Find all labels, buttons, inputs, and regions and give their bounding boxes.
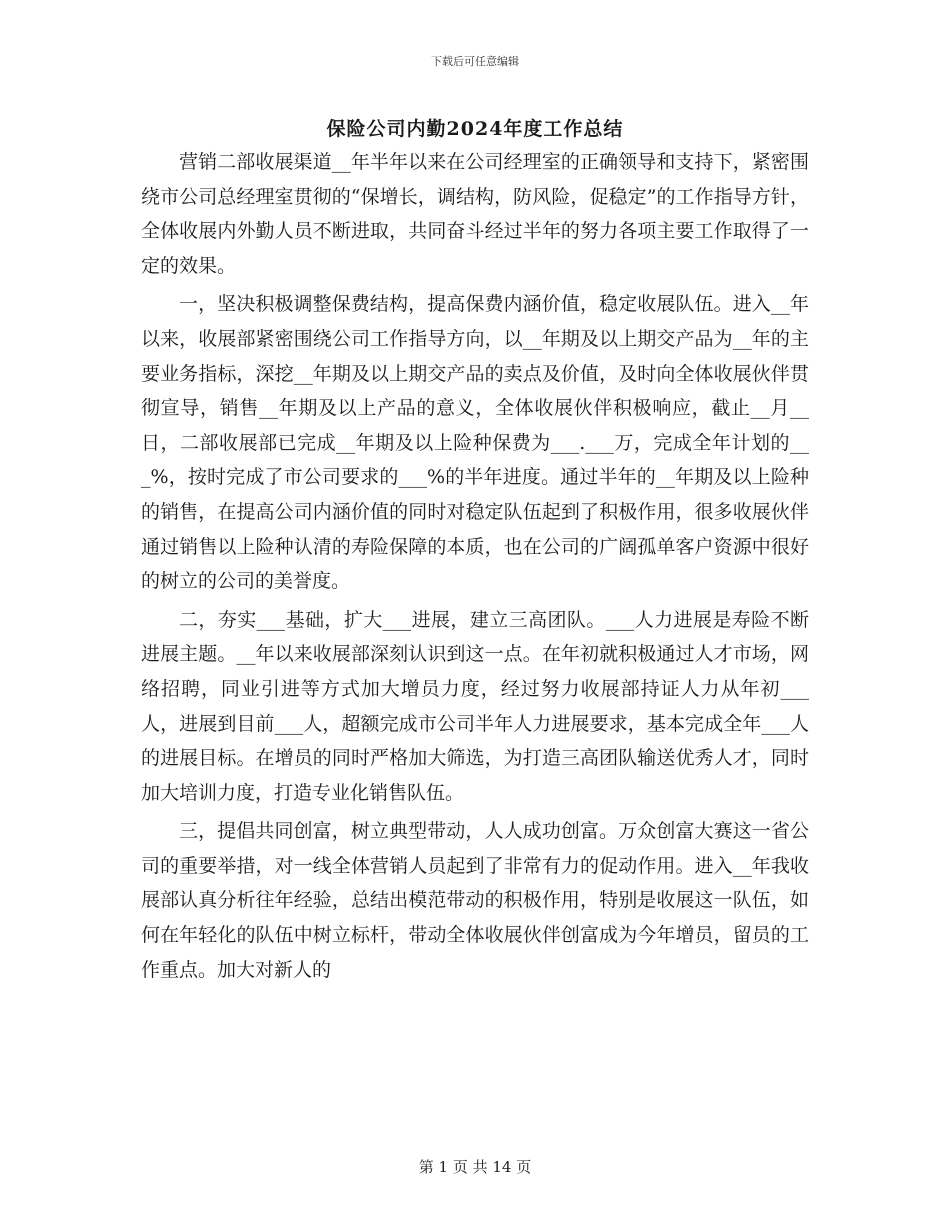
paragraph-1: 营销二部收展渠道__年半年以来在公司经理室的正确领导和支持下，紧密围绕市公司总经理室贯彻的“保增长，调结构，防风险，促稳定”的工作指导方针，全体收展内外勤人员不断进取，共同奋斗经过半年的努力各项主要工作取得了一定的效果。 xyxy=(141,151,809,277)
paragraph-4: 三，提倡共同创富，树立典型带动，人人成功创富。万众创富大赛这一省公司的重要举措，对一线全体营销人员起到了非常有力的促动作用。进入__年我收展部认真分析往年经验，总结出模范带动的积极作用，特别是收展这一队伍，如何在年轻化的队伍中树立标杆，带动全体收展伙伴创富成为今年增员，留员的工作重点。加大对新人的 xyxy=(141,820,809,981)
page-number-footer: 第 1 页 共 14 页 xyxy=(418,1158,532,1176)
document-title: 保险公司内勤2024年度工作总结 xyxy=(326,118,624,140)
paragraph-2: 一，坚决积极调整保费结构，提高保费内涵价值，稳定收展队伍。进入__年以来，收展部紧密围绕公司工作指导方向，以__年期及以上期交产品为__年的主要业务指标，深挖__年期及以上期交产品的卖点及价值，及时向全体收展伙伴贯彻宣导，销售__年期及以上产品的意义，全体收展伙伴积极响应，截止__月__日，二部收展部已完成__年期及以上险种保费为___.___万，完成全年计划的___%，按时完成了市公司要求的___%的半年进度。通过半年的__年期及以上险种的销售，在提高公司内涵价值的同时对稳定队伍起到了积极作用，很多收展伙伴通过销售以上险种认清的寿险保障的本质，也在公司的广阔孤单客户资源中很好的树立的公司的美誉度。 xyxy=(141,293,809,593)
paragraph-3: 二，夯实___基础，扩大___进展，建立三高团队。___人力进展是寿险不断进展主题。__年以来收展部深刻认识到这一点。在年初就积极通过人才市场，网络招聘，同业引进等方式加大增员力度，经过努力收展部持证人力从年初___人，进展到目前___人，超额完成市公司半年人力进展要求，基本完成全年___人的进展目标。在增员的同时严格加大筛选，为打造三高团队输送优秀人才，同时加大培训力度，打造专业化销售队伍。 xyxy=(141,608,809,804)
document-body xyxy=(141,145,809,991)
header-note: 下载后可任意编辑 xyxy=(431,55,519,68)
